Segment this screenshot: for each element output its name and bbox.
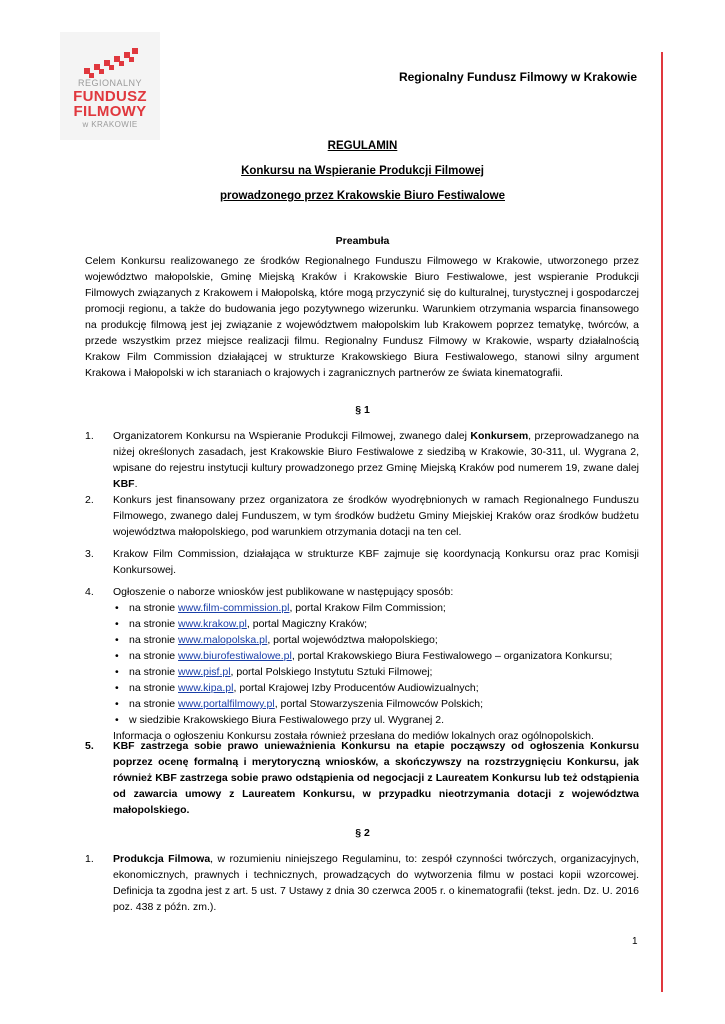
fund-logo [60, 32, 160, 140]
section-1-item-2 [85, 492, 639, 540]
link-kipa[interactable]: www.kipa.pl [178, 682, 234, 694]
document-title: REGULAMIN [327, 140, 398, 152]
link-malopolska[interactable]: www.malopolska.pl [178, 634, 268, 646]
logo-line-regionalny: REGIONALNY [77, 78, 142, 88]
bullet-suffix: , portal Krajowej Izby Producentów Audiowizualnych; [233, 682, 479, 694]
logo-line-w-krakowie: w KRAKOWIE [82, 120, 138, 129]
item-text-part: Organizatorem Konkursu na Wspieranie Produkcji Filmowej, zwanego dalej [113, 430, 471, 442]
bullet-suffix: , portal Krakowskiego Biura Festiwalowego – organizatora Konkursu; [291, 650, 613, 662]
bullet-prefix: na stronie [129, 650, 179, 662]
section-1-item-4 [85, 584, 639, 744]
list-item [113, 712, 639, 728]
item-text [113, 584, 639, 744]
section-1-item-5 [85, 738, 639, 818]
item-text: Konkurs jest finansowany przez organizatora ze środków wyodrębnionych w ramach Regionalnego Funduszu Filmowego, zwanego dalej Funduszem, w tym środków budżetu Gminy Miejskiej Kraków oraz środków budżetu województwa małopolskiego, pod warunkiem otrzymania dotacji na ten cel. [113, 494, 639, 538]
publication-channels-list [113, 600, 639, 728]
bullet-prefix: na stronie [129, 618, 179, 630]
item-number: 1. [85, 853, 94, 865]
bullet-prefix: w siedzibie Krakowskiego Biura Festiwalowego przy ul. Wygranej 2. [129, 714, 445, 726]
item-text [113, 428, 639, 492]
section-2-heading: § 2 [355, 827, 370, 839]
preamble-heading: Preambuła [335, 235, 390, 247]
link-film-commission[interactable]: www.film-commission.pl [178, 602, 290, 614]
list-item [113, 680, 639, 696]
document-subtitle-organizer: prowadzonego przez Krakowskie Biuro Festiwalowe [219, 190, 505, 202]
media-note: Informacja o ogłoszeniu Konkursu została również przesłana do mediów lokalnych oraz ogólnopolskich. [113, 730, 594, 742]
publication-intro: Ogłoszenie o naborze wniosków jest publikowane w następujący sposób: [113, 586, 454, 598]
section-1-item-3 [85, 546, 639, 578]
bullet-suffix: , portal województwa małopolskiego; [267, 634, 438, 646]
logo-wordmark [60, 79, 160, 129]
item-number: 3. [85, 548, 94, 560]
bullet-suffix: , portal Stowarzyszenia Filmowców Polskich; [274, 698, 484, 710]
link-krakow[interactable]: www.krakow.pl [178, 618, 247, 630]
list-item [113, 664, 639, 680]
page-number: 1 [632, 936, 638, 947]
defined-term-kbf: KBF [113, 478, 135, 490]
item-number: 1. [85, 430, 94, 442]
bullet-suffix: , portal Magiczny Kraków; [246, 618, 368, 630]
preamble-text: Celem Konkursu realizowanego ze środków Regionalnego Funduszu Filmowego w Krakowie, utworzonego przez województwo małopolskie, Gminę Miejską Kraków i Krakowskie Biuro Festiwalowe, jest wspieranie Produkcji Filmowych związanych z Krakowem i Małopolską, które mogą przyczynić się do kulturalnej, turystycznej i gospodarczej promocji regionu, a także do budowania jego pozytywnego wizerunku. Warunkiem otrzymania wsparcia finansowego na produkcję filmową jest jej związanie z województwem małopolskim lub Krakowem poprzez tematykę, twórców, a przede wszystkim przez miejsce realizacji filmu. Regionalny Fundusz Filmowy w Krakowie, wsparty działalnością Krakow Film Commission działającej w strukturze Krakowskiego Biura Festiwalowego, stanowi silny argument Krakowa i Małopolski w ich staraniach o krajowych i zagranicznych partnerów ze świata kinematografii. [85, 255, 639, 379]
item-number: 2. [85, 494, 94, 506]
list-item [113, 648, 639, 664]
list-item [113, 696, 639, 712]
defined-term-konkursem: Konkursem [470, 430, 529, 442]
bullet-prefix: na stronie [129, 666, 179, 678]
list-item [113, 632, 639, 648]
bullet-suffix: , portal Polskiego Instytutu Sztuki Filmowej; [230, 666, 433, 678]
logo-line-filmowy: FILMOWY [73, 103, 147, 120]
link-pisf[interactable]: www.pisf.pl [178, 666, 231, 678]
item-text [113, 851, 639, 915]
list-item [113, 616, 639, 632]
defined-term-produkcja-filmowa: Produkcja Filmowa [113, 853, 211, 865]
logo-line-fundusz: FUNDUSZ [73, 88, 147, 105]
logo-squares-graphic [82, 46, 140, 78]
item-text-part: . [134, 478, 138, 490]
item-text-part: , w rozumieniu niniejszego Regulaminu, to: zespół czynności twórczych, organizacyjnych, ekonomicznych, prawnych i technicznych, prowadzących do wytworzenia filmu w postaci kopii wzorcowej. Definicja ta zgodna jest z art. 5 ust. 7 Ustawy z dnia 30 czerwca 2005 r. o kinematografii (tekst. jedn. Dz. U. 2016 poz. 438 z późn. zm.). [113, 853, 639, 913]
document-subtitle: Konkursu na Wspieranie Produkcji Filmowej [241, 165, 484, 177]
organization-header: Regionalny Fundusz Filmowy w Krakowie [398, 70, 637, 84]
bullet-prefix: na stronie [129, 634, 179, 646]
item-number: 5. [85, 740, 94, 752]
section-1-item-1 [85, 428, 639, 492]
section-1-heading: § 1 [355, 404, 370, 416]
item-text-part: , przeprowadzanego na niżej określonych zasadach, jest Krakowskie Biuro Festiwalowe z siedzibą w Krakowie, 30-311, ul. Wygrana 2, wpisane do rejestru instytucji kultury prowadzonego przez Gminę Miejską Kraków pod numerem 19, zwane dalej [113, 430, 639, 474]
bullet-prefix: na stronie [129, 602, 179, 614]
list-item [113, 600, 639, 616]
bullet-prefix: na stronie [129, 682, 179, 694]
bullet-suffix: , portal Krakow Film Commission; [289, 602, 446, 614]
item-text: Krakow Film Commission, działająca w strukturze KBF zajmuje się koordynacją Konkursu oraz prac Komisji Konkursowej. [113, 548, 639, 576]
item-number: 4. [85, 586, 94, 598]
section-2-item-1 [85, 851, 639, 915]
link-biurofestiwalowe[interactable]: www.biurofestiwalowe.pl [178, 650, 292, 662]
link-portalfilmowy[interactable]: www.portalfilmowy.pl [178, 698, 275, 710]
bullet-prefix: na stronie [129, 698, 179, 710]
item-text: KBF zastrzega sobie prawo unieważnienia Konkursu na etapie począwszy od ogłoszenia Konkursu poprzez ocenę formalną i merytoryczną wniosków, a skończywszy na rozstrzygnięciu Konkursu, jak również KBF zastrzega sobie prawo odstąpienia od negocjacji z Laureatem Konkursu lub też odstąpienia od zawarcia umowy z Laureatem Konkursu, w przypadku nieotrzymania dotacji z województwa małopolskiego. [113, 740, 639, 816]
